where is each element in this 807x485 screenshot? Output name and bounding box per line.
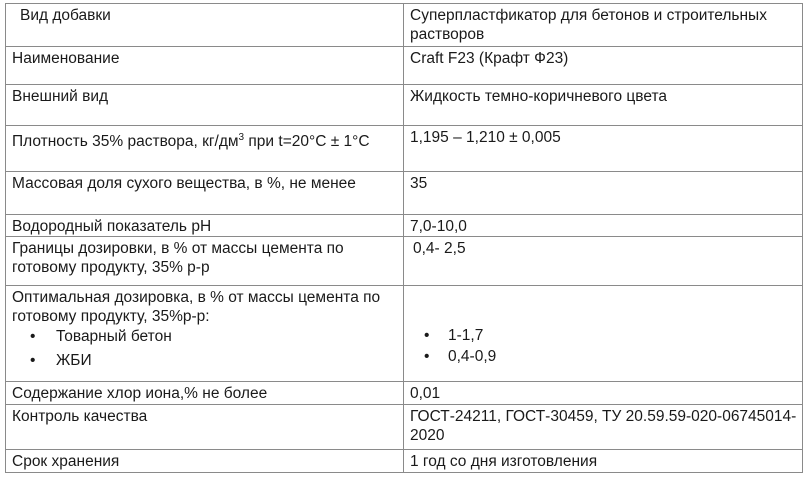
density-label-tail: при t=20°C ± 1°C [244, 133, 370, 151]
density-label-superscript: 3 [238, 132, 245, 143]
row-label [6, 126, 404, 172]
row-label: Вид добавки [6, 4, 404, 47]
row-value: 1 год со дня изготовления [404, 450, 803, 473]
row-label: Срок хранения [6, 450, 404, 473]
table-row [6, 450, 803, 473]
row-label: Внешний вид [6, 85, 404, 126]
table-row [6, 286, 803, 382]
row-label: Водородный показатель pH [6, 215, 404, 237]
list-item: • Товарный бетон [12, 327, 398, 346]
table-row [6, 47, 803, 85]
additive-spec-table [5, 3, 803, 473]
row-label: Массовая доля сухого вещества, в %, не менее [6, 172, 404, 215]
list-item: • 1-1,7 [410, 326, 797, 345]
row-value: 7,0-10,0 [404, 215, 803, 237]
row-value [404, 286, 803, 382]
table-row [6, 382, 803, 405]
density-label-text: Плотность 35% раствора, кг/дм [12, 133, 239, 151]
table-row [6, 126, 803, 172]
row-label: Содержание хлор иона,% не более [6, 382, 404, 405]
row-value: Craft F23 (Крафт Ф23) [404, 47, 803, 85]
row-value: Жидкость темно-коричневого цвета [404, 85, 803, 126]
dosage-value-list [410, 326, 797, 366]
row-value: ГОСТ-24211, ГОСТ-30459, ТУ 20.59.59-020-06745014-2020 [404, 405, 803, 450]
row-label [6, 286, 404, 382]
row-label: Границы дозировки, в % от массы цемента по готовому продукту, 35% р-р [6, 237, 404, 286]
list-item: • ЖБИ [12, 351, 398, 370]
row-value: 0,4- 2,5 [404, 237, 803, 286]
dosage-type-list [12, 327, 398, 370]
row-label: Контроль качества [6, 405, 404, 450]
row-value: Суперпластфикатор для бетонов и строительных растворов [404, 4, 803, 47]
list-item: • 0,4-0,9 [410, 347, 797, 366]
table-row [6, 215, 803, 237]
table-row [6, 4, 803, 47]
optimal-dosage-label: Оптимальная дозировка, в % от массы цемента по готовому продукту, 35%р-р: [12, 289, 381, 325]
table-row [6, 85, 803, 126]
table-row [6, 405, 803, 450]
table-row [6, 172, 803, 215]
row-label: Наименование [6, 47, 404, 85]
row-value: 35 [404, 172, 803, 215]
table-row [6, 237, 803, 286]
row-value: 0,01 [404, 382, 803, 405]
row-value: 1,195 – 1,210 ± 0,005 [404, 126, 803, 172]
